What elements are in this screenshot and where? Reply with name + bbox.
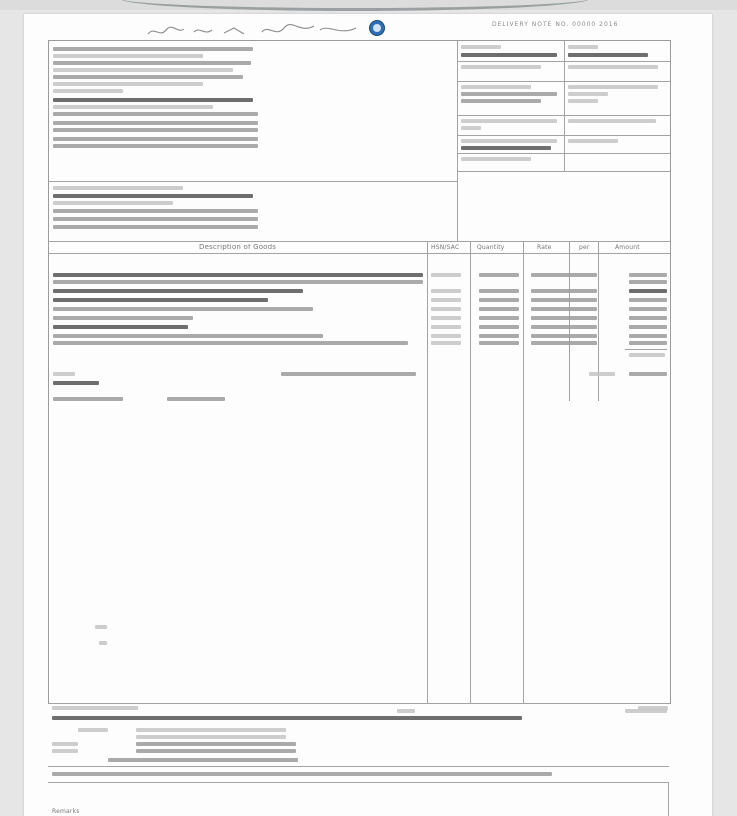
meta-row-line [457, 171, 670, 172]
scan-mark [95, 625, 107, 629]
buyer-line [53, 112, 258, 116]
tax-rate [589, 372, 615, 376]
table-header-line [49, 253, 670, 254]
consignee-divider [49, 181, 457, 182]
table-top-line [49, 241, 670, 242]
col-line [569, 241, 570, 401]
consignee-line [53, 217, 258, 221]
rate-cell [531, 289, 597, 293]
col-line [523, 241, 524, 703]
seller-line [53, 82, 203, 86]
item-row [53, 316, 193, 320]
amount-cell [629, 325, 667, 329]
item-row [53, 280, 423, 284]
amount-cell [629, 334, 667, 338]
footer-divider [48, 766, 669, 767]
qty-cell [479, 273, 519, 277]
meta-label [461, 65, 541, 69]
tax-summary-label [52, 749, 78, 753]
footer-right-edge [668, 782, 669, 816]
meta-label [568, 139, 618, 143]
col-rate-header: Rate [537, 244, 552, 251]
meta-value [461, 99, 541, 103]
meta-label [461, 45, 501, 49]
invoice-date [568, 53, 648, 57]
seller-line [53, 75, 243, 79]
qty-cell [479, 316, 519, 320]
scan-mark [99, 641, 107, 645]
invoice-number [461, 53, 557, 57]
buyer-line [53, 121, 258, 125]
buyer-line [53, 137, 258, 141]
rate-cell [531, 316, 597, 320]
tax-row [53, 381, 99, 385]
meta-label [568, 65, 658, 69]
col-amount-header: Amount [615, 244, 640, 251]
invoice-footer [48, 702, 669, 816]
buyer-line [53, 105, 213, 109]
amount-cell [629, 316, 667, 320]
tax-row [167, 397, 225, 401]
tax-row [53, 397, 123, 401]
tax-amount [629, 372, 667, 376]
rate-cell [531, 325, 597, 329]
col-per-header: per [579, 244, 590, 251]
footer-divider [48, 782, 669, 783]
qty-cell [479, 307, 519, 311]
meta-label [568, 45, 598, 49]
consignee-line [53, 209, 258, 213]
amount-words-label [52, 706, 138, 710]
meta-label [461, 139, 557, 143]
signature-text: signature [144, 20, 149, 21]
meta-value [461, 92, 557, 96]
scan-edge [120, 0, 590, 11]
col-line [470, 241, 471, 703]
meta-value [568, 92, 608, 96]
buyer-line [53, 144, 258, 148]
qty-cell [479, 289, 519, 293]
amount-in-words [52, 716, 522, 720]
meta-label [461, 157, 531, 161]
buyer-name-line [53, 98, 253, 102]
document-reference: DELIVERY NOTE NO. 00000 2016 [492, 21, 619, 28]
tax-row-label [281, 372, 416, 376]
col-line [598, 241, 599, 401]
hsn-cell [431, 298, 461, 302]
meta-col-line [564, 41, 565, 171]
subtotal-cell [629, 353, 665, 357]
buyer-line [53, 128, 258, 132]
qty-cell [479, 325, 519, 329]
company-logo [369, 20, 385, 36]
qty-cell [479, 334, 519, 338]
meta-value [568, 99, 598, 103]
qty-cell [479, 341, 519, 345]
tax-summary-row [136, 749, 296, 753]
tax-summary-row [136, 735, 286, 739]
seller-line [53, 89, 123, 93]
scanned-invoice-page [24, 14, 712, 816]
hsn-cell [431, 273, 461, 277]
item-row [53, 334, 323, 338]
col-hsn-header: HSN/SAC [431, 244, 460, 251]
invoice-frame [48, 40, 671, 704]
amount-cell [629, 341, 667, 345]
hsn-cell [431, 307, 461, 311]
rate-cell [531, 298, 597, 302]
rate-cell [531, 341, 597, 345]
qty-cell [479, 298, 519, 302]
viewer-top-bar [0, 0, 737, 10]
consignee-label-line [53, 186, 183, 190]
header-divider [457, 41, 458, 241]
hsn-cell [431, 325, 461, 329]
seller-line [53, 47, 253, 51]
item-row [53, 298, 268, 302]
consignee-line [53, 225, 258, 229]
tax-summary-header [78, 728, 108, 732]
item-row [53, 325, 188, 329]
item-row [53, 307, 313, 311]
tax-row [53, 372, 75, 376]
remarks-label: Remarks [52, 808, 80, 815]
meta-value [461, 126, 481, 130]
meta-label [461, 119, 557, 123]
amount-cell [629, 307, 667, 311]
seller-line [53, 68, 233, 72]
amount-cell [629, 273, 667, 277]
hsn-cell [431, 316, 461, 320]
item-row [53, 273, 423, 277]
meta-label [461, 85, 531, 89]
amount-cell [629, 280, 667, 284]
hsn-cell [431, 289, 461, 293]
meta-label [568, 119, 656, 123]
consignee-line [53, 194, 253, 198]
item-row [53, 341, 408, 345]
signature-image [144, 20, 364, 42]
hsn-cell [431, 334, 461, 338]
consignee-line [53, 201, 173, 205]
seller-line [53, 61, 251, 65]
tax-summary-label [52, 742, 78, 746]
meta-label [568, 85, 658, 89]
col-description-header: Description of Goods [199, 244, 277, 251]
rate-cell [531, 334, 597, 338]
col-qty-header: Quantity [477, 244, 505, 251]
amount-cell [629, 289, 667, 293]
eoe-label [638, 706, 668, 710]
item-row [53, 289, 303, 293]
meta-value [461, 146, 551, 150]
tax-summary-header [136, 728, 286, 732]
tax-summary-row [136, 742, 296, 746]
col-line [427, 241, 428, 703]
subtotal-line [625, 349, 667, 350]
tax-summary-total [108, 758, 298, 762]
hsn-cell [431, 341, 461, 345]
tax-amount-words [52, 772, 552, 776]
amount-cell [629, 298, 667, 302]
rate-cell [531, 307, 597, 311]
rate-cell [531, 273, 597, 277]
seller-line [53, 54, 203, 58]
